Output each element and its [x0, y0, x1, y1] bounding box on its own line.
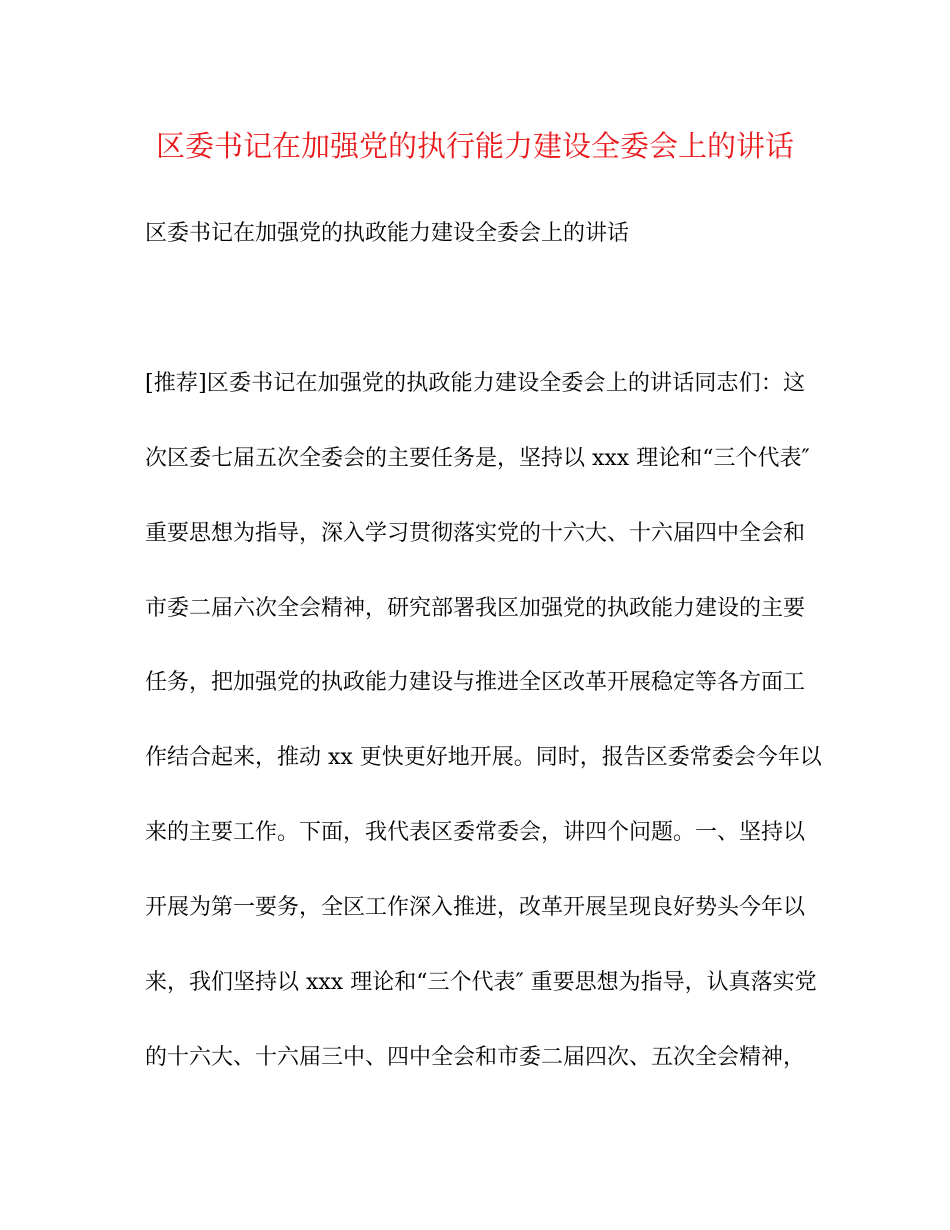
- body-line: 开展为第一要务，全区工作深入推进，改革开展呈现良好势头今年以: [145, 895, 806, 920]
- body-line: 次区委七届五次全委会的主要任务是，坚持以 xxx 理论和“三个代表″: [145, 446, 810, 471]
- body-line: 作结合起来，推动 xx 更快更好地开展。同时，报告区委常委会今年以: [145, 745, 822, 770]
- document-subtitle: 区委书记在加强党的执政能力建设全委会上的讲话: [145, 221, 630, 246]
- body-line: 市委二届六次全会精神，研究部署我区加强党的执政能力建设的主要: [145, 596, 806, 621]
- body-line: 的十六大、十六届三中、四中全会和市委二届四次、五次全会精神，: [145, 1045, 806, 1070]
- body-line: [推荐]区委书记在加强党的执政能力建设全委会上的讲话同志们：这: [145, 371, 805, 396]
- body-line: 任务，把加强党的执政能力建设与推进全区改革开展稳定等各方面工: [145, 670, 806, 695]
- body-line: 来的主要工作。下面，我代表区委常委会，讲四个问题。一、坚持以: [145, 820, 806, 845]
- document-title: 区委书记在加强党的执行能力建设全委会上的讲话: [155, 129, 794, 163]
- body-line: 重要思想为指导，深入学习贯彻落实党的十六大、十六届四中全会和: [145, 521, 806, 546]
- body-line: 来，我们坚持以 xxx 理论和“三个代表″ 重要思想为指导，认真落实党: [145, 970, 817, 995]
